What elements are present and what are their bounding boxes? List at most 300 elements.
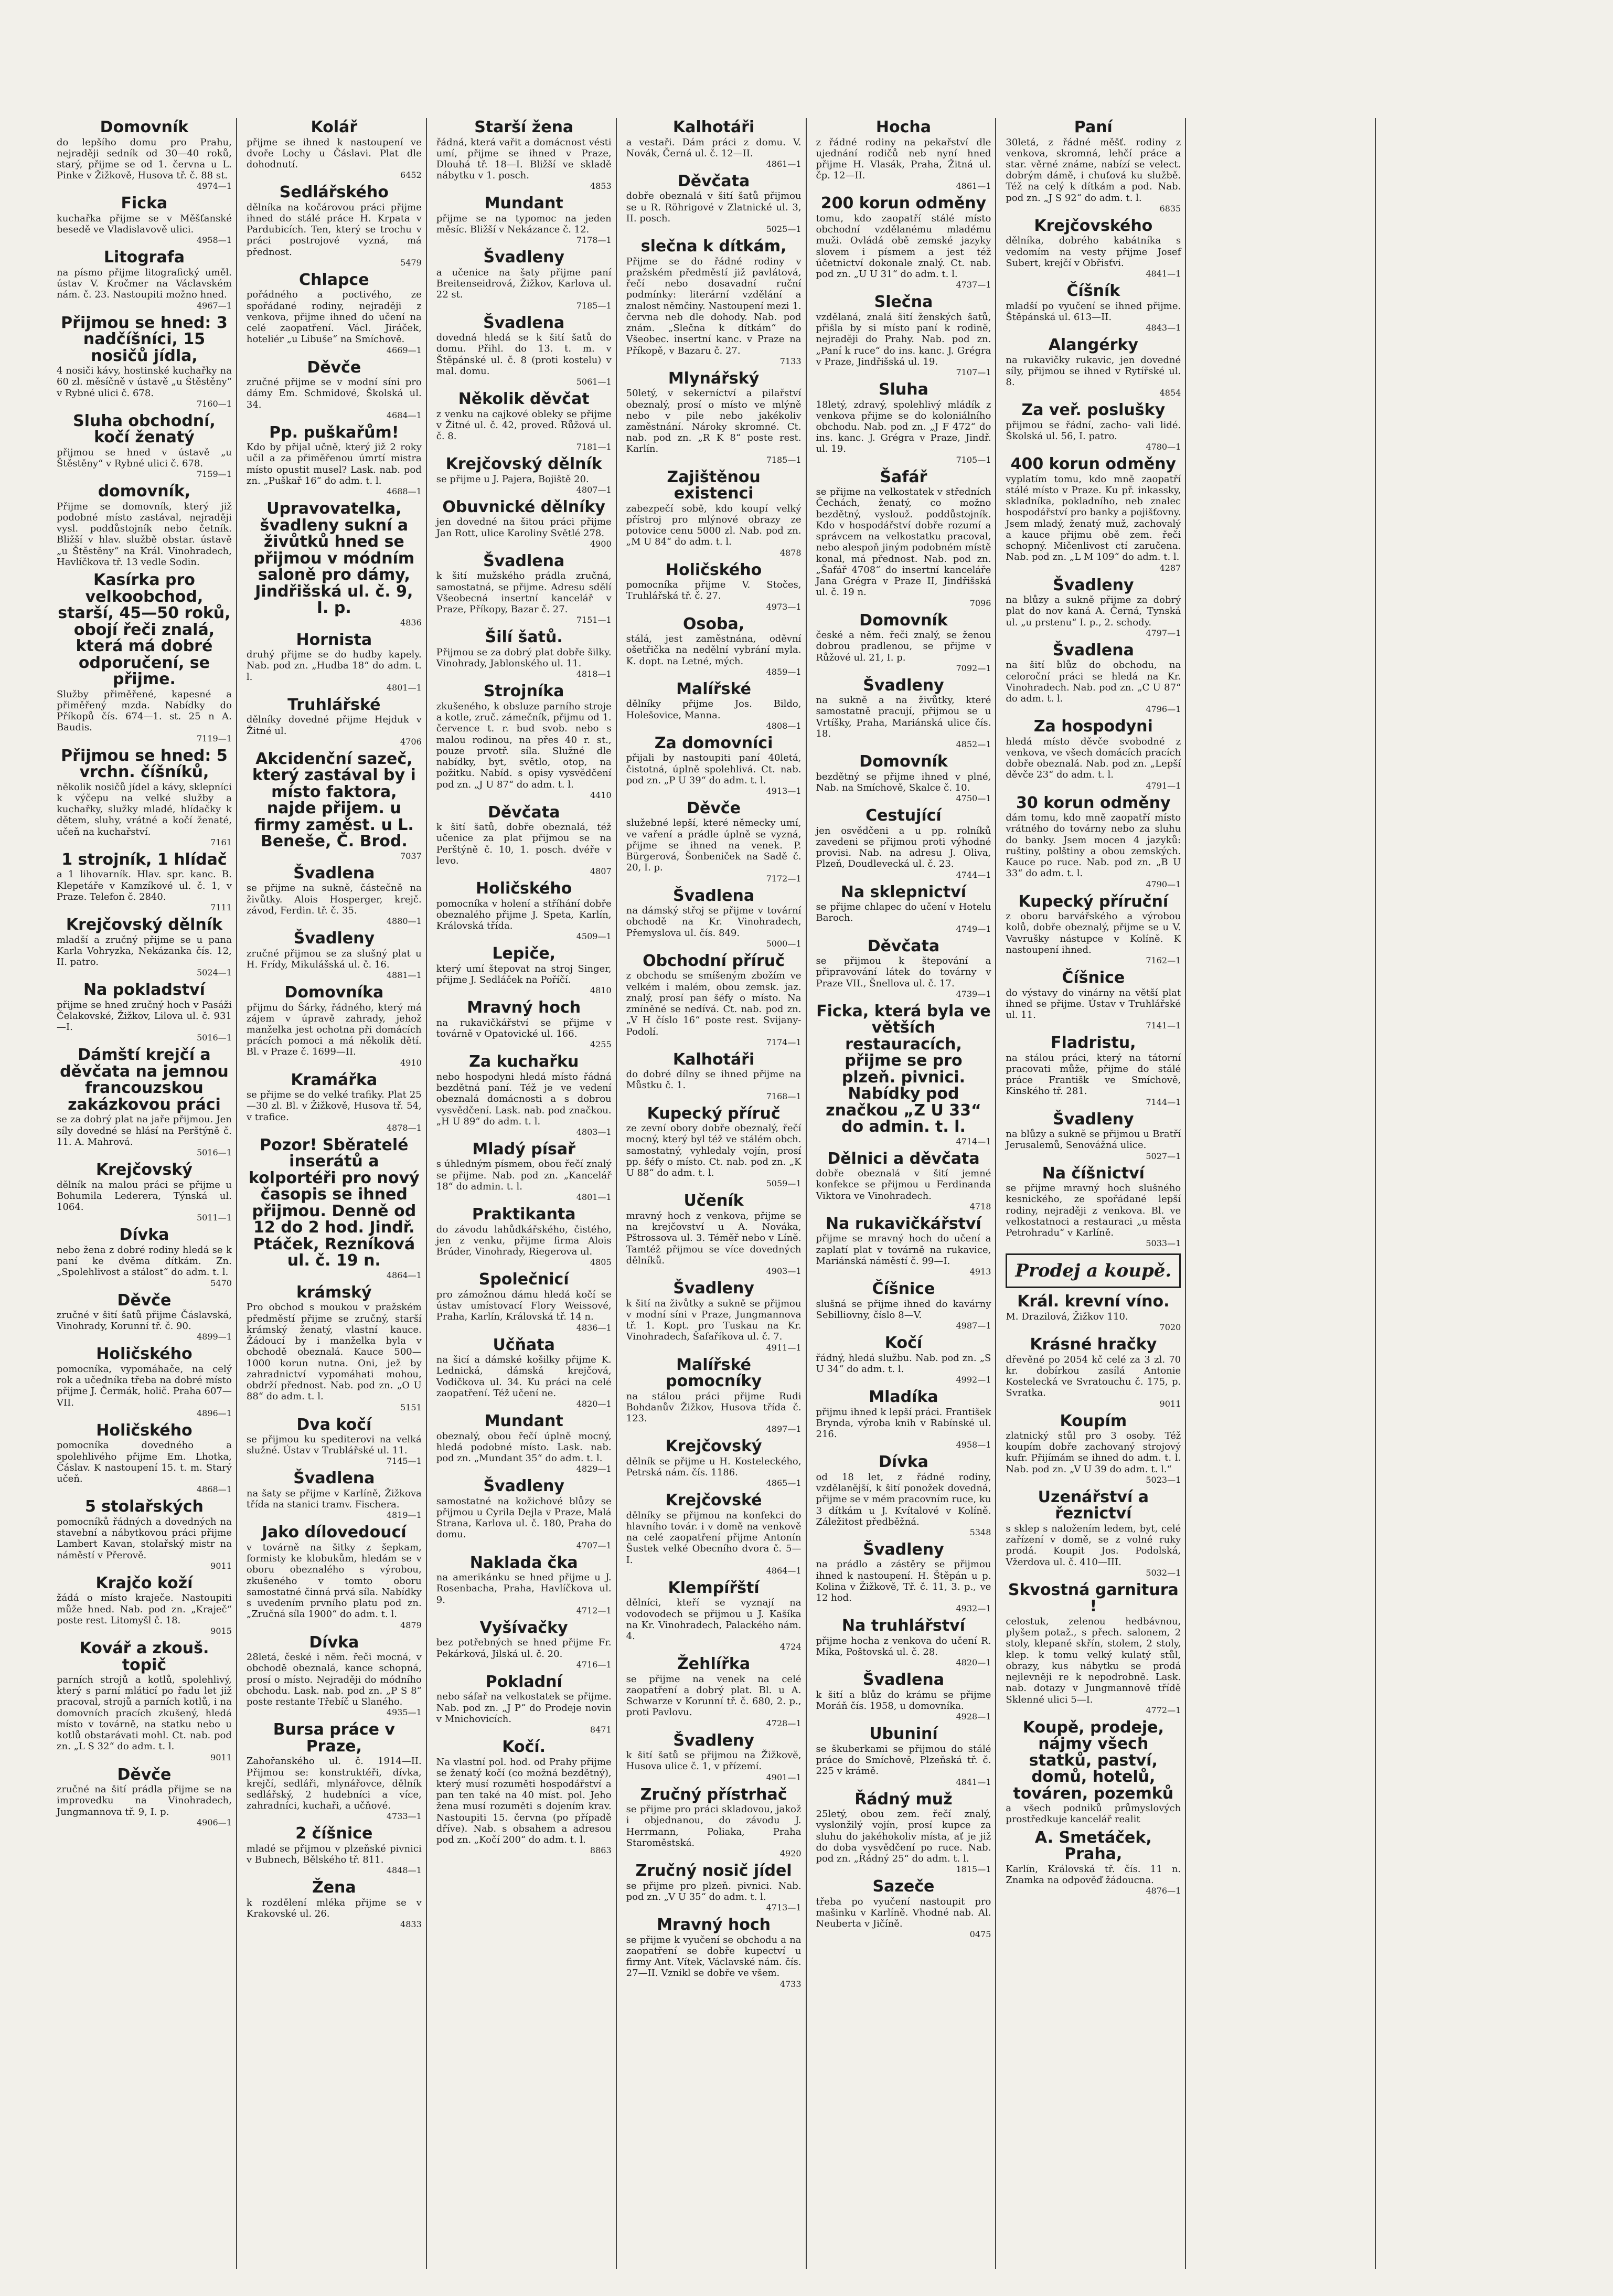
ad-heading: Děvče <box>307 358 361 377</box>
ad-heading: 30 korun odměny <box>1016 793 1171 812</box>
ad-reference-number: 4836—1 <box>576 1322 612 1333</box>
classified-ad <box>436 1337 612 1409</box>
ad-reference-number: 5470 <box>210 1278 232 1288</box>
column-2 <box>242 118 427 2269</box>
ad-reference-number: 4958—1 <box>196 235 232 246</box>
ad-text: zručné přijmou se za slušný plat u H. Frídy, Mikulášská ul. č. 16. <box>246 948 422 970</box>
ad-reference-number: 9011 <box>1159 1398 1181 1409</box>
ad-text: mladší a zručný přijme se u pana Karla Vohryzka, Nekázanka čís. 12, II. patro. <box>57 934 232 968</box>
ad-text: se přijme chlapec do učení v Hotelu Baroch. <box>816 901 991 924</box>
ad-reference-number: 5023—1 <box>1146 1474 1181 1485</box>
classified-ad <box>247 359 422 420</box>
classified-ad <box>57 119 232 191</box>
ad-heading: Šafář <box>880 467 927 486</box>
ad-heading: 5 stolařských <box>84 1497 204 1516</box>
classified-ad <box>626 119 802 169</box>
ad-text: bezdětný se přijme ihned v plné, Nab. na Smíchově, Skalce č. 10. <box>816 771 991 793</box>
classified-ad <box>626 1051 802 1101</box>
classified-ad <box>436 195 612 245</box>
classified-ad <box>436 945 612 995</box>
ad-text: řádná, která vařit a domácnost vésti umí, přijme se ihned v Praze, Dlouhá tř. 18—I. Bližší ve skladě nábytku v 1. posch. <box>436 136 612 182</box>
ad-heading: Švadlena <box>1052 641 1134 660</box>
classified-columns <box>52 118 1566 2269</box>
classified-ad <box>626 562 802 612</box>
classified-ad <box>1006 1165 1181 1249</box>
ad-text: v továrně na šitky z šepkam, formisty ke klobukům, hledám se v oboru obeznalého s výrobou, zkušeného v tomto oboru samostatné činná prvá síla. Nabídky s uvedením prvního platu pod zn. „Zručná síla 1900“ do adm. t. l. <box>246 1542 422 1620</box>
ad-text: s sklep s naložením ledem, byt, celé zařízení v domě, se z volné ruky prodá. Koupit Jos. Podolská, Vžerdova ul. č. 410—III. <box>1006 1523 1181 1568</box>
ad-heading: Učňata <box>493 1335 555 1354</box>
ad-heading: Dámští krejčí a děvčata na jemnou francouzskou zakázkovou práci <box>60 1046 229 1114</box>
ad-heading: Děvčata <box>487 803 560 822</box>
ad-text: dřevěné po 2054 kč celé za 3 zl. 70 kr. dobírkou zasílá Antonie Kostelecká ve Svratouchu č. 175, p. Svratka. <box>1006 1354 1181 1399</box>
classified-ad <box>57 1575 232 1636</box>
ad-heading: Slečna <box>874 293 933 312</box>
ad-heading: Ubuniní <box>869 1725 938 1744</box>
ad-reference-number: 4791—1 <box>1146 780 1181 791</box>
ad-text: bez potřebných se hned přijme Fr. Pekárková, Jilská ul. č. 20. <box>436 1637 612 1660</box>
ad-reference-number: 4810 <box>590 985 612 996</box>
ad-text: na šicí a dámské košilky přijme K. Lednická, dámská krejčová, Vodičkova ul. 34. Ku práci na celé zaopatření. Též učení ne. <box>436 1354 612 1399</box>
ad-reference-number: 4992—1 <box>956 1375 991 1385</box>
ad-text: přijmou se řádní, zacho- vali lidé. Školská ul. 56, I. patro. <box>1006 419 1181 442</box>
ad-heading: Děvčata <box>867 937 940 955</box>
classified-ad <box>436 119 612 191</box>
ad-text: Zahořanského ul. č. 1914—II. Přijmou se: konstruktéři, dívka, krejčí, sedláři, mlynářovce, dělník sedlářský, 2 hudebníci a více, zahradníci, kuchaři, a učňové. <box>246 1756 422 1812</box>
ad-reference-number: 9015 <box>210 1626 232 1636</box>
classified-ad <box>57 1227 232 1288</box>
ad-heading: Řádný muž <box>854 1790 953 1809</box>
ad-heading: Zručný přístrhač <box>640 1785 787 1804</box>
classified-ad <box>1006 218 1181 279</box>
ad-reference-number: 4974—1 <box>196 181 232 192</box>
ad-heading: Mladíka <box>869 1388 938 1407</box>
ad-heading: A. Smetáček, Praha, <box>1034 1828 1152 1864</box>
column-3 <box>432 118 617 2269</box>
classified-ad <box>816 1542 991 1613</box>
ad-reference-number: 4878 <box>779 547 802 558</box>
classified-ad <box>57 315 232 409</box>
ad-reference-number: 4958—1 <box>956 1440 991 1450</box>
classified-ad <box>626 1917 802 1989</box>
ad-heading: Malířské <box>676 679 751 698</box>
ad-text: přijme hocha z venkova do učení R. Míka, Poštovská ul. č. 28. <box>816 1635 991 1658</box>
ad-heading: Krejčovský <box>665 1437 762 1456</box>
ad-heading: Domovníka <box>284 983 384 1002</box>
ad-heading: 200 korun odměny <box>820 194 987 213</box>
ad-text: na šaty se přijme v Karlíně, Žižkova třída na stanici tramv. Fischera. <box>246 1487 422 1511</box>
classified-ad <box>247 1634 422 1718</box>
ad-text: dám tomu, kdo mně zaopatří místo vrátného do továrny nebo za sluhu do banky. Jsem mocen 4 jazyků: ruštiny, polštiny a obou zemských. Kauce po ruce. Nab. pod zn. „B U 33“ do adm. t. l. <box>1006 812 1181 879</box>
ad-heading: Společnicí <box>478 1270 569 1289</box>
ad-text: k šití šatů, dobře obeznalá, též učenice za plat přijmou se na Perštýně č. 10, 1. posch. dvéře v levo. <box>436 822 612 866</box>
ad-reference-number: 4896—1 <box>196 1408 232 1418</box>
ad-heading: Švadleny <box>863 676 944 695</box>
column-1 <box>52 118 237 2269</box>
ad-reference-number: 4901—1 <box>766 1772 802 1782</box>
ad-text: pomocníka v holení a stříhání dobře obeznalého přijme J. Speta, Karlín, Královská třída. <box>436 898 612 932</box>
classified-ad <box>816 1216 991 1277</box>
ad-text: 18letý, zdravý, spolehlivý mládík z venkova přijme se do koloniálního obchodu. Nab. pod zn. „J F 472“ do ins. kanc. J. Grégra v Praze, Jindř. ul. 19. <box>816 399 991 455</box>
ad-heading: Mladý písař <box>472 1140 575 1158</box>
ad-text: na rukavičky rukavic, jen dovedné síly, přijmou se ihned v Rytířské ul. 8. <box>1006 354 1181 388</box>
classified-ad <box>436 1555 612 1615</box>
ad-text: žádá o místo kraječe. Nastoupiti může hned. Nab. pod zn. „Kraječ“ poste rest. Litomyšl č. 18. <box>57 1592 232 1626</box>
ad-reference-number: 5000—1 <box>766 938 802 949</box>
classified-ad <box>247 272 422 355</box>
ad-text: pomocníka dovedného a spolehlivého přijme Em. Lhotka, Čáslav. K nastoupení 15. t. m. Starý učeň. <box>57 1440 232 1485</box>
ad-reference-number: 4843—1 <box>1146 323 1181 333</box>
ad-text: na sukně a na živůtky, které samostatně pracují, přijmou se u Vrtíšky, Praha, Mariánská ulice čís. 18. <box>816 695 991 739</box>
ad-text: zručné na šití prádla přijme se na improvedku na Vinohradech, Jungmannova tř. 9, I. p. <box>57 1784 232 1817</box>
ad-text: se přijme na venek na celé zaopatření a dobrý plat. Bl. u A. Schwarze v Korunní tř. č. 680, 2. p., proti Pavlovu. <box>626 1673 802 1718</box>
ad-heading: Za domovníci <box>654 734 773 752</box>
ad-text: pořádného a poctivého, ze spořádané rodiny, nejraději z venkova, přijme ihned do učení na celé zaopatření. Václ. Jiráček, hoteliér „u Libuše“ na Smíchově. <box>246 289 422 345</box>
classified-ad <box>1006 894 1181 965</box>
ad-reference-number: 4713—1 <box>766 1902 802 1913</box>
ad-text: 50letý, v sekerníctví a pilařství obeznalý, prosí o místo ve mlýně nebo v pile nebo jakékoliv zaměstnání. Nároky skromné. Ct. nab. pod zn. „R K 8“ poste rest. Karlín. <box>626 388 802 455</box>
ad-reference-number: 4744—1 <box>956 869 991 880</box>
ad-text: zlatnický stůl pro 3 osoby. Též koupím dobře zachovaný strojový kufr. Přijímám se ihned do adm. t. l. Nab. pod zn. „V U 39 do adm. t. l.“ <box>1006 1430 1181 1475</box>
ad-reference-number: 7107—1 <box>956 367 991 378</box>
classified-ad <box>247 1825 422 1875</box>
classified-ad <box>436 1206 612 1267</box>
ad-heading: Domovník <box>859 752 948 771</box>
ad-reference-number: 7160—1 <box>196 398 232 409</box>
classified-ad <box>1006 337 1181 398</box>
ad-reference-number: 4669—1 <box>386 345 422 355</box>
ad-heading: Bursa práce v Praze, <box>273 1720 395 1756</box>
ad-text: dělníka, dobrého kabátníka s vedomím na vesty přijme Josef Subert, krejčí v Obřisťvi. <box>1006 235 1181 269</box>
classified-ad <box>816 1878 991 1939</box>
classified-ad <box>816 938 991 999</box>
ad-text: Přijme se do řádné rodiny v pražském předměstí již pavlátová, řečí nebo dosavadní ruční podmínky: literární vzdělání a znalost němčiny. Nastoupení mezi 1. června neb dle dohody. Nab. pod znám. „Slečna k dítkám“ do Všeobec. insertní kanc. v Praze na Příkopě, v Bazaru č. 27. <box>626 256 802 356</box>
ad-heading: Holičského <box>96 1345 193 1364</box>
ad-reference-number: 4718 <box>969 1201 991 1211</box>
ad-reference-number: 4913—1 <box>766 785 802 796</box>
ad-reference-number: 7133 <box>779 356 802 366</box>
ad-text: se přijmou k štepování a připravování látek do továrny v Praze VII., Šnellova ul. č. 17. <box>816 955 991 989</box>
ad-reference-number: 7096 <box>969 598 991 608</box>
ad-reference-number: 4749—1 <box>956 923 991 934</box>
ad-text: se za dobrý plat na jaře přijmou. Jen síly dovedné se hlásí na Perštýně č. 11. A. Mahrová. <box>57 1114 232 1147</box>
classified-ad <box>1006 577 1181 638</box>
ad-text: na dámský střoj se přijme v tovární obchodě na Kr. Vinohradech, Přemyslova ul. čís. 849. <box>626 905 802 939</box>
ad-heading: Holičského <box>96 1421 193 1440</box>
ad-heading: Praktikanta <box>472 1205 576 1224</box>
ad-text: Pro obchod s moukou v pražském předměstí přijme se zručný, starší krámský ženatý, vlastní kauce. Žádoucí by i manželka byla v obchodě obeznalá. Kauce 500—1000 korun nutna. Oni, jež by zahradnictví vypomáhati mohou, obdrží přednost. Nab. pod zn. „O U 88“ do adm. t. l. <box>246 1302 422 1402</box>
ad-heading: Kasírka pro velkoobchod, starší, 45—50 roků, obojí řeči znalá, která má dobré odporučení, se přijme. <box>58 571 231 689</box>
ad-reference-number: 5016—1 <box>196 1033 232 1043</box>
ad-text: dobře obeznalá v šití šatů přijmou se u R. Röhrigové v Zlatnické ul. 3, II. posch. <box>626 190 802 224</box>
ad-text: se přijme mravný hoch slušného kesnického, ze spořádané lepší rodiny, nejraději z venkova. Bl. ve velkostatnoci a restauraci „u města Petrohradu“ v Karlíně. <box>1006 1183 1181 1239</box>
ad-text: ze zevní obory dobře obeznalý, řečí mocný, který byl též ve stálém obch. samostatný, vyhledaly vojín, prosí pp. šéfy o místo. Ct. nab. pod zn. „K U 88“ do adm. t. l. <box>626 1123 802 1179</box>
classified-ad <box>247 184 422 268</box>
ad-reference-number: 4967—1 <box>196 300 232 311</box>
ad-reference-number: 4864—1 <box>766 1565 802 1576</box>
ad-heading: Číšnice <box>1062 969 1125 987</box>
ad-text: slušná se přijme ihned do kavárny Sebilliovny, číslo 8—V. <box>816 1298 991 1321</box>
ad-text: na stálou práci, který na tátorní pracovati může, přijme do stálé práce Františk ve Smíchově, Kinského tř. 281. <box>1006 1052 1181 1097</box>
ad-reference-number: 9011 <box>210 1752 232 1762</box>
classified-ad <box>816 381 991 465</box>
classified-ad <box>1006 1336 1181 1408</box>
ad-reference-number: 7181—1 <box>576 442 612 452</box>
ad-heading: Cestující <box>866 806 942 825</box>
ad-text: na šití blůz do obchodu, na celoroční práci se hledá na Kr. Vinohradech. Nab. pod zn. „C U 87“ do adm. t. l. <box>1006 660 1181 705</box>
ad-heading: Pp. puškařům! <box>269 423 399 442</box>
ad-heading: Ficka, která byla ve větších restauracích, přijme se pro plzeň. pivnici. Nabídky pod značkou „Z U 33“ do admin. t. l. <box>816 1002 991 1136</box>
ad-heading: Za kuchařku <box>469 1053 579 1071</box>
ad-text: vzdělaná, znalá šití ženských šatů, přišla by si místo paní k rodině, nejraději do Prahy. Nab. pod zn. „Paní k ruce“ do ins. kanc. J. Grégra v Praze, Jindřišská ul. 19. <box>816 311 991 367</box>
ad-reference-number: 7185—1 <box>576 300 612 311</box>
ad-heading: Kočí. <box>502 1738 546 1757</box>
ad-heading: slečna k dítkám, <box>640 237 787 256</box>
ad-reference-number: 4836 <box>400 617 422 628</box>
classified-ad <box>247 930 422 980</box>
ad-heading: Na číšnictví <box>1042 1164 1145 1183</box>
classified-ad <box>247 865 422 926</box>
ad-text: 28letá, české i něm. řeči mocná, v obchodě obeznalá, kance schopná, prosí o místo. Nejraději do módního obchodu. Lask. nab. pod zn. „P S 8“ poste restante Třebíč u Slaného. <box>246 1652 422 1708</box>
ad-text: dělníky přijme Jos. Bildo, Holešovice, Manna. <box>626 698 802 721</box>
ad-text: do výstavy do vinárny na větší plat ihned se přijme. Ústav v Truhlářské ul. 11. <box>1006 987 1181 1021</box>
classified-ad <box>57 917 232 977</box>
ad-text: obeznalý, obou řečí úplně mocný, hledá podobné místo. Lask. nab. pod zn. „Mundant 35“ do adm. t. l. <box>436 1430 612 1464</box>
ad-heading: 2 číšnice <box>295 1824 373 1843</box>
ad-reference-number: 1815—1 <box>956 1864 991 1875</box>
ad-text: s úhledným písmem, obou řečí znalý se přijme. Nab. pod zn. „Kancelář 18“ do admin. t. l. <box>436 1158 612 1192</box>
ad-heading: Švadlena <box>483 313 565 332</box>
ad-heading: Klempířští <box>668 1578 760 1597</box>
ad-text: z venku na cajkové obleky se přijme v Žitné ul. č. 42, proved. Růžová ul. č. 8. <box>436 408 612 442</box>
ad-text: se škuberkami se přijmou do stálé práce do Smíchově, Plzeňská tř. č. 225 v krámě. <box>816 1743 991 1777</box>
classified-ad <box>1006 119 1181 214</box>
ad-heading: Děvče <box>117 1765 172 1784</box>
ad-heading: Mravný hoch <box>657 1916 771 1934</box>
ad-reference-number: 7111 <box>210 902 232 912</box>
ad-heading: Starší žena <box>474 118 574 136</box>
ad-heading: Chlapce <box>299 270 369 289</box>
classified-ad <box>626 469 802 558</box>
ad-heading: Kupecký příruč <box>647 1104 781 1123</box>
ad-reference-number: 4255 <box>590 1039 612 1050</box>
ad-reference-number: 4900 <box>590 538 612 549</box>
ad-heading: Kalhotáři <box>672 1050 755 1069</box>
ad-heading: Dívka <box>309 1633 359 1652</box>
ad-heading: Švadleny <box>673 1731 754 1750</box>
classified-ad <box>626 953 802 1047</box>
ad-heading: Několik děvčat <box>458 390 590 409</box>
classified-ad <box>626 1106 802 1189</box>
ad-heading: Lepiče, <box>492 944 556 963</box>
ad-heading: Švadleny <box>293 929 375 948</box>
ad-text: se přijme pro plzeň. pivnici. Nab. pod zn. „V U 35“ do adm. t. l. <box>626 1880 802 1902</box>
classified-ad <box>247 1470 422 1520</box>
ad-text: Přijmou se za dobrý plat dobře šilky. Vinohrady, Jablonského ul. 11. <box>436 646 612 669</box>
ad-heading: Krejčovského <box>1034 216 1153 235</box>
ad-heading: Mravný hoch <box>467 998 581 1017</box>
classified-ad <box>626 616 802 677</box>
ad-reference-number: 4841—1 <box>1146 269 1181 279</box>
ad-text: na amerikánku se hned přijme u J. Rosenbacha, Praha, Havlíčkova ul. 9. <box>436 1572 612 1606</box>
ad-text: mladší po vyučení se ihned přijme. Štěpánská ul. 613—II. <box>1006 300 1181 323</box>
ad-heading: Upravovatelka, švadleny sukní a živůtků hned se přijmou v módním saloně pro dámy, Jindřišská ul. č. 9, I. p. <box>253 499 415 618</box>
ad-heading: Švadlena <box>673 886 755 905</box>
ad-text: 4 nosiči kávy, hostinské kuchařky na 60 zl. měsíčně v ústavě „u Štěstěny“ v Rybné ulici č. 678. <box>57 365 232 399</box>
classified-ad <box>816 753 991 803</box>
ad-reference-number: 4688—1 <box>386 486 422 497</box>
classified-ad <box>626 1357 802 1434</box>
ad-text: k šití na živůtky a sukně se přijmou v modní síni v Praze, Jungmannova tř. 1. Kopt. pro Tuskau na Kr. Vinohradech, Šafaříkova ul. č. 7. <box>626 1298 802 1343</box>
classified-ad <box>816 884 991 934</box>
ad-reference-number: 4772—1 <box>1146 1705 1181 1715</box>
ad-text: tomu, kdo zaopatří stálé místo obchodní vzdělanému mladému muži. Ovládá obě zemské jazyky slovem i písmem a jest též účetnictví dokonale znalý. Ct. nab. pod zn. „U U 31“ do adm. t. l. <box>816 212 991 280</box>
ad-heading: Švadleny <box>483 248 564 267</box>
ad-heading: Žehlířka <box>677 1655 751 1674</box>
ad-text: 25letý, obou zem. řečí znalý, vyslonžilý vojín, prosí kupce za sluhu do jakéhokoliv místa, ať je již do doba vysvědčení po ruce. Nab. pod zn. „Řádný 25“ do adm. t. l. <box>816 1809 991 1864</box>
ad-reference-number: 5059—1 <box>766 1178 802 1189</box>
ad-reference-number: 7172—1 <box>766 873 802 884</box>
ad-text: celostuk, zelenou hedbávnou, plyšem potaž., s přech. salonem, 2 stoly, klepané skřín, stolem, 2 stoly, klep. k tomu velký kulatý stůl, obrazy, kus nábytku se prodá nejlevněji re k nepodrobně. Lask. nab. dotazy v Jungmannově třídě Sklenné ulici 5—I. <box>1006 1615 1181 1705</box>
ad-heading: Dívka <box>119 1226 169 1245</box>
ad-text: k šití mužského prádla zručná, samostatná, se přijme. Adresu sdělí Všeobecná insertní kancelář v Praze, Příkopy, Bazar č. 27. <box>436 570 612 615</box>
ad-reference-number: 4879 <box>400 1620 422 1630</box>
ad-text: do lepšího domu pro Prahu, nejraději sedník od 30—40 roků, starý, přijme se od 1. června u L. Pinke v Žižkově, Husova tř. č. 88 st. <box>57 136 232 182</box>
classified-ad <box>816 1726 991 1787</box>
ad-reference-number: 4859—1 <box>766 666 802 677</box>
ad-heading: Kupecký příruční <box>1018 892 1169 911</box>
classified-ad <box>436 1413 612 1474</box>
ad-reference-number: 4808—1 <box>766 720 802 731</box>
ad-heading: Hocha <box>875 118 931 136</box>
ad-text: od 18 let, z řádné rodiny, vzdělanější, k šití ponožek dovedná, přijme se v mém pracovním ruce, ku 3 dítkám u J. Kvítalové v Kolíně. Záležitost předběžná. <box>816 1471 991 1527</box>
ad-heading: Děvčata <box>677 172 750 190</box>
ad-reference-number: 7151—1 <box>576 615 612 625</box>
classified-ad <box>436 804 612 876</box>
ad-text: do závodu lahůdkářského, čistého, jen z venku, přijme firma Alois Brúder, Vinohrady, Riegerova ul. <box>436 1224 612 1258</box>
ad-text: M. Drazilová, Žižkov 110. <box>1006 1311 1128 1322</box>
ad-heading: Malířské pomocníky <box>666 1355 762 1390</box>
classified-ad <box>247 632 422 693</box>
ad-text: české a něm. řeči znalý, se ženou dobrou pradlenou, se přijme v Růžové ul. 21, I. p. <box>816 630 991 663</box>
ad-reference-number: 4848—1 <box>386 1865 422 1876</box>
ad-reference-number: 4899—1 <box>196 1332 232 1342</box>
ad-text: zabezpečí sobě, kdo koupí velký přístroj pro mlýnové obrazy ze potovice cenu 5000 zl. Nab. pod zn. „M U 84“ do adm. t. l. <box>626 503 802 548</box>
ad-heading: Švadlena <box>293 864 375 883</box>
ad-reference-number: 4911—1 <box>766 1342 802 1353</box>
ad-text: z obchodu se smíšeným zbožím ve velkém i malém, obou zemsk. jaz. znalý, prosí pan šéfy o místo. Na zmíněné se nedívá. Ct. nab. pod zn. „V H číslo 16“ poste rest. Svijany-Podolí. <box>626 970 802 1037</box>
ad-text: kuchařka přijme se v Měšťanské besedě ve Vladislavově ulici. <box>57 212 232 236</box>
ad-text: dělník se přijme u H. Kosteleckého, Petrská nám. čís. 1186. <box>626 1455 802 1478</box>
ad-heading: Mundant <box>484 1412 563 1431</box>
classified-ad <box>626 888 802 949</box>
ad-reference-number: 4801—1 <box>386 682 422 693</box>
ad-text: pomocníka přijme V. Stočes, Truhlářská tř. č. 27. <box>626 579 802 602</box>
classified-ad <box>57 1292 232 1342</box>
ad-reference-number: 4714—1 <box>956 1136 991 1146</box>
ad-heading: domovník, <box>98 482 191 501</box>
classified-ad <box>247 1137 422 1280</box>
classified-ad <box>816 1672 991 1721</box>
ad-heading: Dělnici a děvčata <box>827 1149 980 1168</box>
classified-ad <box>626 238 802 366</box>
ad-text: na rukavičkářství se přijme v továrně v Opatovické ul. 166. <box>436 1017 612 1040</box>
ad-heading: Domovník <box>859 611 948 630</box>
ad-text: Na vlastní pol. hod. od Prahy přijme se ženatý kočí (co možná bezdětný), který musí rozuměti hospodářství a pan ten také na 40 míst. pol. Jeho žena musí rozuměti s dojením krav. Nastoupiti 15. června (po případě dříve). Nab. s obsahem a adresou pod zn. „Kočí 200“ do adm. t. l. <box>436 1756 612 1846</box>
ad-heading: Na rukavičkářství <box>826 1214 981 1233</box>
ad-reference-number: 7144—1 <box>1146 1097 1181 1107</box>
ad-reference-number: 4861—1 <box>766 158 802 169</box>
ad-text: na písmo přijme litografický uměl. ústav V. Kročmer na Václavském nám. č. 23. Nastoupiti možno hned. <box>57 267 232 301</box>
ad-text: druhý přijme se do hudby kapely. Nab. pod zn. „Hudba 18“ do adm. t. l. <box>246 649 422 683</box>
ad-heading: Paní <box>1074 118 1113 136</box>
ad-reference-number: 4724 <box>779 1642 802 1652</box>
ad-text: z řádné rodiny na pekařství dle ujednání rodičů neb nyní hned přijme H. Vlasák, Praha, Žitná ul. čp. 12—II. <box>816 136 991 182</box>
column-8 <box>1381 118 1566 2269</box>
ad-reference-number: 4910 <box>400 1057 422 1068</box>
ad-text: pro zámožnou dámu hledá kočí se ústav umístovací Flory Weissové, Praha, Karlín, Královská tř. 14 n. <box>436 1289 612 1323</box>
ad-reference-number: 4935—1 <box>386 1707 422 1718</box>
ad-reference-number: 4841—1 <box>956 1777 991 1787</box>
ad-reference-number: 4684—1 <box>386 410 422 420</box>
ad-text: se přijme na velkostatek v středních Čechách, ženatý, co možno bezdětný, vyslouž. poddůstojník. Kdo v hospodářství dobře rozumí a správcem na velkostatku pracoval, nebo alespoň jiným podobném místě konal, má přednost. Nab. pod zn. „Šafář 4708“ do insertní kanceláře Jana Grégra v Praze II, Jindřišská ul. č. 19 n. <box>816 486 991 598</box>
classified-ad <box>1006 718 1181 790</box>
classified-ad <box>57 1422 232 1494</box>
ad-heading: Obchodní příruč <box>643 951 785 970</box>
classified-ad <box>436 1054 612 1137</box>
ad-text: Kdo by přijal učně, který již 2 roky učil a za přiměřenou úmrtí mistra místo opustit musel? Lask. nab. pod zn. „Puškař 16“ do adm. t. l. <box>246 442 422 486</box>
ad-text: se přijme na sukně, částečně na živůtky. Alois Hosperger, krejč. závod, Ferdin. tř. č. 35. <box>246 883 422 916</box>
classified-ad <box>1006 1830 1181 1896</box>
classified-ad <box>816 1003 991 1146</box>
classified-ad <box>1006 1111 1181 1161</box>
classified-ad <box>57 1047 232 1157</box>
ad-text: přijme se ihned k nastoupení ve dvoře Lochy u Čáslavi. Plat dle dohodnutí. <box>246 136 422 170</box>
ad-heading: Domovník <box>100 118 189 136</box>
classified-ad <box>436 1271 612 1332</box>
ad-reference-number: 6452 <box>400 170 422 180</box>
classified-ad <box>247 1284 422 1412</box>
ad-heading: Vyšívačky <box>479 1618 568 1637</box>
ad-heading: Hornista <box>296 630 372 649</box>
classified-ad <box>57 982 232 1043</box>
classified-ad <box>436 1620 612 1670</box>
ad-text: zručné v šití šatů přijme Čáslavská, Vinohrady, Korunní tř. č. 90. <box>57 1310 232 1332</box>
ad-heading: Švadleny <box>1053 1110 1134 1129</box>
ad-reference-number: 5348 <box>969 1527 991 1537</box>
classified-ad <box>247 1721 422 1821</box>
ad-reference-number: 5479 <box>400 257 422 268</box>
ad-text: dělníci, kteří se vyznají na vodovodech se přijmou u J. Kašíka na Kr. Vinohradech, Palackého nám. 4. <box>626 1597 802 1642</box>
ad-text: se přijmou ku spediterovi na velká služné. Ústav v Trublářské ul. 11. <box>246 1434 422 1457</box>
ad-reference-number: 4818—1 <box>576 669 612 679</box>
ad-text: a učenice na šaty přijme paní Breitenseidrová, Žižkov, Karlova ul. 22 st. <box>436 267 612 301</box>
ad-text: služebné lepší, které německy umí, ve vaření a prádle úplně se vyzná, přijme se ihned na venek. P. Bürgerová, Šonbeniček na Sadě č. 20, I. p. <box>626 817 802 874</box>
ad-heading: Mlynářský <box>668 369 760 388</box>
ad-heading: Akcidenční sazeč, který zastával by i místo faktora, najde přijem. u firmy zaměst. u L. Beneše, Č. Brod. <box>252 749 416 851</box>
ad-text: k šití šatů se přijmou na Žižkově, Husova ulice č. 1, v přízemí. <box>626 1750 802 1772</box>
classified-ad <box>1006 1582 1181 1715</box>
ad-reference-number: 4829—1 <box>576 1464 612 1474</box>
classified-ad <box>57 852 232 912</box>
ad-heading: 1 strojník, 1 hlídač <box>61 850 227 869</box>
ad-reference-number: 4903—1 <box>766 1266 802 1277</box>
ad-heading: Jako dílovedoucí <box>261 1523 407 1542</box>
classified-ad <box>57 1346 232 1418</box>
ad-text: se přijme se do velké trafiky. Plat 25—30 zl. Bl. v Žižkově, Husova tř. 54, v trafice. <box>246 1089 422 1123</box>
classified-ad <box>57 748 232 847</box>
ad-heading: Krejčovský dělník <box>66 916 222 934</box>
classified-ad <box>816 1151 991 1211</box>
